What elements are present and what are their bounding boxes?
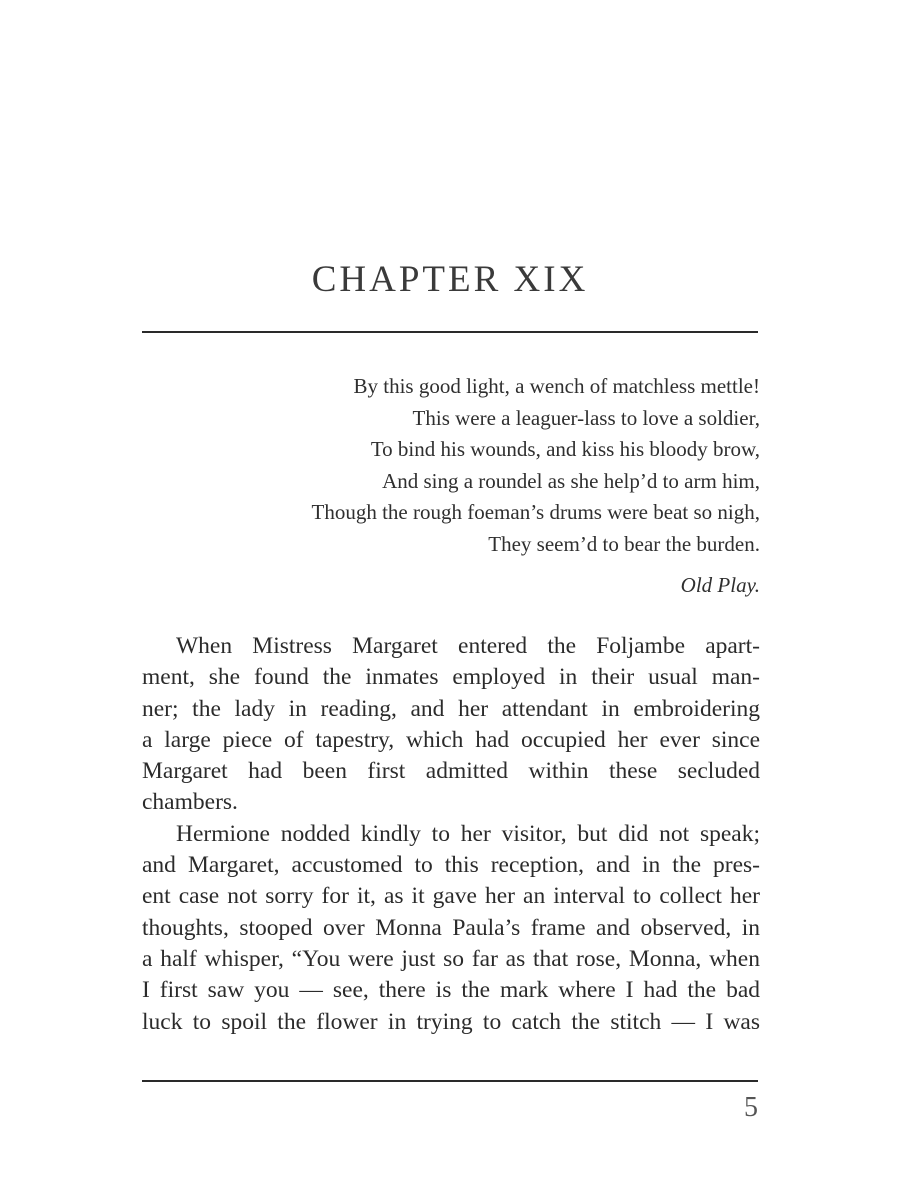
text-line: When Mistress Margaret entered the Foljambe apart- [176, 633, 760, 659]
top-rule [142, 331, 758, 333]
paragraph [142, 819, 760, 1038]
body-text [142, 631, 760, 1038]
text-line: and Margaret, accustomed to this reception, and in the pres- [142, 852, 760, 879]
paragraph [142, 631, 760, 819]
text-line: ent case not sorry for it, as it gave her an interval to collect her [142, 883, 760, 910]
epigraph-attribution: Old Play. [680, 573, 760, 597]
text-line: I first saw you — see, there is the mark where I had the bad [142, 977, 760, 1004]
text-line: a large piece of tapestry, which had occupied her ever since [142, 726, 760, 753]
epigraph-line: And sing a roundel as she help’d to arm him, [382, 468, 760, 493]
epigraph [142, 371, 760, 602]
epigraph-line: Though the rough foeman’s drums were beat so nigh, [311, 500, 760, 524]
text-line: Hermione nodded kindly to her visitor, but did not speak; [176, 820, 760, 847]
page-number: 5 [744, 1092, 758, 1123]
text-line: a half whisper, “You were just so far as that rose, Monna, when [142, 945, 760, 972]
text-line: luck to spoil the flower in trying to catch the stitch — I was [142, 1008, 760, 1035]
bottom-rule [142, 1080, 758, 1082]
text-line: Margaret had been first admitted within these secluded [142, 758, 760, 785]
epigraph-line: By this good light, a wench of matchless mettle! [353, 374, 760, 398]
epigraph-line: This were a leaguer-lass to love a soldier, [412, 405, 760, 430]
text-line: ment, she found the inmates employed in their usual man- [142, 664, 760, 691]
text-line: thoughts, stooped over Monna Paula’s frame and observed, in [142, 914, 760, 941]
text-line: ner; the lady in reading, and her attendant in embroidering [142, 695, 760, 722]
chapter-title: CHAPTER XIX [311, 259, 589, 300]
epigraph-line: To bind his wounds, and kiss his bloody brow, [370, 437, 760, 461]
text-line: chambers. [142, 789, 238, 816]
epigraph-line: They seem’d to bear the burden. [488, 531, 760, 556]
